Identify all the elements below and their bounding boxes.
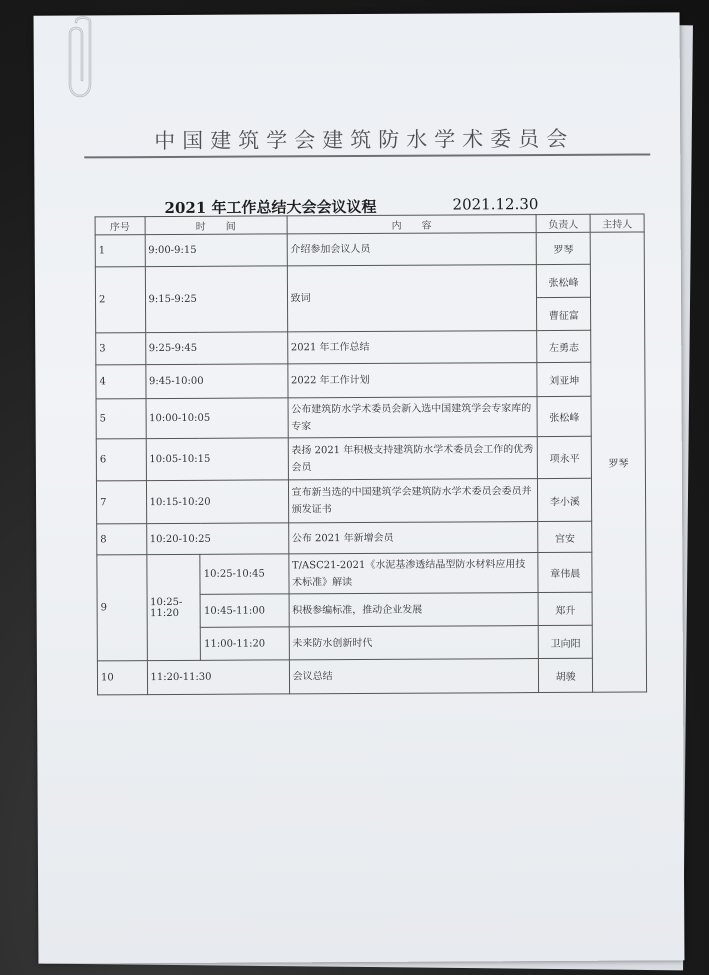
row-no: 8 <box>97 524 147 555</box>
header-content: 内 容 <box>287 215 537 234</box>
row-owner: 张松峰 <box>537 396 591 436</box>
row-content: 2022 年工作计划 <box>287 363 537 398</box>
header-host: 主持人 <box>590 214 644 232</box>
host-cell: 罗琴 <box>590 232 646 692</box>
table-row <box>95 232 644 267</box>
table-row <box>96 330 645 365</box>
row-content: 宣布新当选的中国建筑学会建筑防水学术委员会委员并颁发证书 <box>288 479 538 523</box>
row-no: 4 <box>96 365 146 399</box>
document-sheet <box>34 12 685 963</box>
row-time: 10:20-10:25 <box>146 523 288 555</box>
header-no: 序号 <box>95 217 145 235</box>
table-row <box>97 521 646 555</box>
row-time: 10:15-10:20 <box>146 480 288 524</box>
row-owner: 曹征富 <box>537 297 591 330</box>
table-row <box>97 658 646 695</box>
row-owner: 张松峰 <box>537 264 591 297</box>
subrow-owner: 章伟晨 <box>538 552 592 592</box>
subrow-content: 积极参编标准，推动企业发展 <box>289 593 539 627</box>
row-content: 公布建筑防水学术委员会新入选中国建筑学会专家库的专家 <box>288 397 538 438</box>
table-row <box>96 362 645 399</box>
row-no: 6 <box>96 439 146 481</box>
row-no: 2 <box>95 267 145 333</box>
row-no: 1 <box>95 235 145 267</box>
row-owner: 李小溪 <box>538 478 592 521</box>
table-row <box>96 436 645 481</box>
row-time: 9:15-9:25 <box>145 266 287 333</box>
row-owner: 罗琴 <box>536 232 590 264</box>
row-owner: 刘亚坤 <box>537 362 591 396</box>
row-owner: 左勇志 <box>537 330 591 362</box>
row-owner: 宫安 <box>538 521 592 552</box>
org-title: 中国建筑学会建筑防水学术委员会 <box>154 126 575 154</box>
subrow-owner: 卫向阳 <box>539 625 593 658</box>
row-owner: 项永平 <box>538 436 592 478</box>
row-time: 10:25-11:20 <box>146 554 200 660</box>
table-row <box>95 264 644 300</box>
row-content: 2021 年工作总结 <box>287 331 537 364</box>
row-no: 10 <box>97 661 147 695</box>
header-time: 时 间 <box>145 216 287 235</box>
subrow-owner: 郑升 <box>538 592 592 625</box>
meeting-date: 2021.12.30 <box>452 195 539 214</box>
row-owner: 胡骏 <box>539 658 593 692</box>
row-time: 10:00-10:05 <box>146 398 288 439</box>
row-content: 致词 <box>287 265 537 332</box>
row-time: 10:05-10:15 <box>146 438 288 481</box>
header-owner: 负责人 <box>536 214 590 232</box>
row-time: 11:20-11:30 <box>147 660 289 695</box>
row-no: 5 <box>96 399 146 439</box>
subrow-content: T/ASC21-2021《水泥基渗透结晶型防水材料应用技术标准》解读 <box>288 553 538 594</box>
row-time: 9:00-9:15 <box>145 234 287 267</box>
row-content: 介绍参加会议人员 <box>287 233 537 266</box>
subrow-time: 11:00-11:20 <box>201 627 289 660</box>
table-row <box>96 396 645 439</box>
subrow-time: 10:25-10:45 <box>200 554 288 594</box>
row-content: 公布 2021 年新增会员 <box>288 522 538 554</box>
subrow-content: 未来防水创新时代 <box>289 626 539 660</box>
row-content: 表扬 2021 年积极支持建筑防水学术委员会工作的优秀会员 <box>288 437 538 480</box>
table-row <box>96 478 645 524</box>
row-no: 7 <box>96 481 146 524</box>
table-row <box>97 552 646 595</box>
paperclip-icon <box>62 14 102 106</box>
subrow-time: 10:45-11:00 <box>200 594 288 627</box>
row-time: 9:25-9:45 <box>145 332 287 365</box>
row-content: 会议总结 <box>289 659 539 694</box>
row-no: 3 <box>96 333 146 365</box>
agenda-table <box>95 214 648 696</box>
row-time: 9:45-10:00 <box>145 364 287 399</box>
meeting-title: 2021 年工作总结大会会议议程 <box>164 197 377 218</box>
row-no: 9 <box>97 555 147 661</box>
